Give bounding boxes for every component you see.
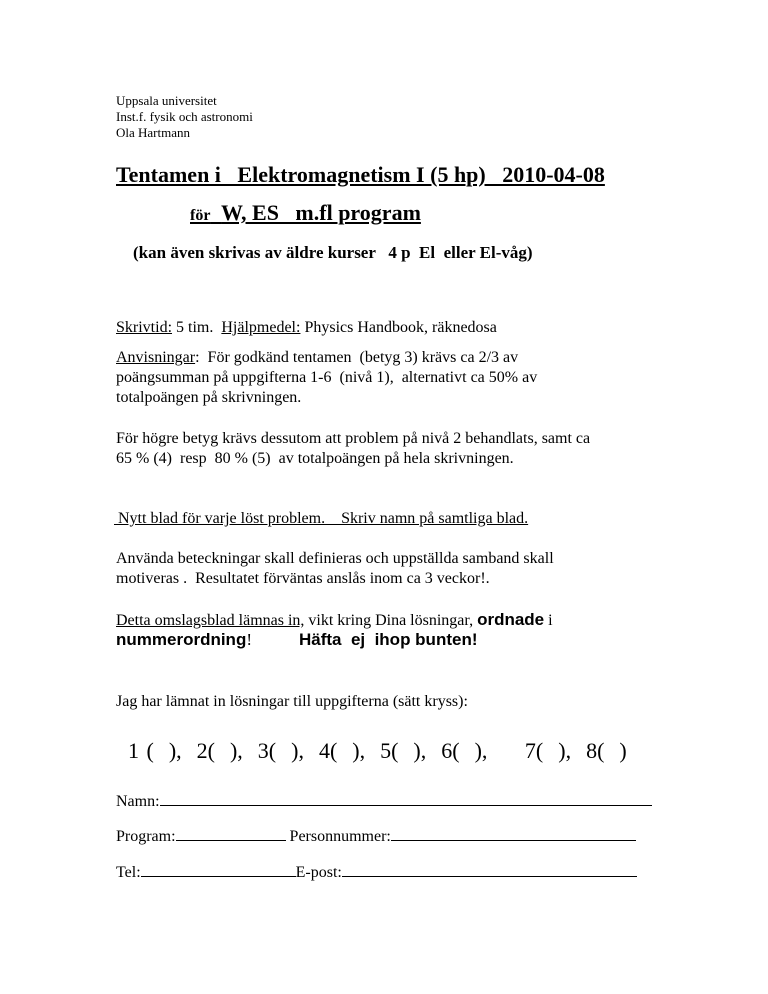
- name-field-row: [116, 790, 652, 812]
- higher-grade-line-1: För högre betyg krävs dessutom att problem på nivå 2 behandlats, samt ca: [116, 430, 591, 447]
- nummerordning-excl: !: [246, 630, 253, 649]
- writing-time-label: Skrivtid:: [116, 319, 173, 336]
- contact-field-row: [116, 861, 637, 883]
- for-label: för: [190, 207, 211, 224]
- personnummer-label: Personnummer:: [289, 828, 391, 845]
- program-field-row: [116, 825, 636, 847]
- cover-sheet-line-2: [116, 630, 478, 650]
- older-courses-note: (kan även skrivas av äldre kurser 4 p El eller El-våg): [133, 243, 533, 262]
- personnummer-input-line[interactable]: [391, 825, 636, 841]
- notation-line-2: motiveras . Resultatet förväntas anslås inom ca 3 veckor!.: [116, 570, 490, 587]
- email-label: E-post:: [295, 864, 342, 881]
- problem-checkboxes[interactable]: 1 ( ), 2( ), 3( ), 4( ), 5( ), 6( ), 7( ), 8( ): [128, 738, 627, 763]
- cover-sheet-rest: vikt kring Dina lösningar,: [304, 612, 478, 629]
- new-sheet-instruction: Nytt blad för varje löst problem. Skriv namn på samtliga blad.: [114, 510, 529, 527]
- writing-time-line: [116, 318, 497, 338]
- instructions-text-1: : För godkänd tentamen (betyg 3) krävs ca 2/3 av: [195, 349, 519, 366]
- aids-label: Hjälpmedel:: [221, 319, 301, 336]
- name-input-line[interactable]: [160, 790, 652, 806]
- program-label: Program:: [116, 828, 176, 845]
- hafta-warning: Häfta ej ihop bunten!: [299, 630, 478, 649]
- name-label: Namn:: [116, 793, 160, 810]
- instructions-line-1: [116, 348, 518, 368]
- notation-line-1: Använda beteckningar skall definieras och uppställda samband skall: [116, 550, 554, 567]
- cover-sheet-line-1: [116, 610, 553, 631]
- university-name: Uppsala universitet: [116, 93, 217, 108]
- cover-sheet-underlined: Detta omslagsblad lämnas in,: [116, 612, 305, 629]
- submitted-prompt: Jag har lämnat in lösningar till uppgifterna (sätt kryss):: [116, 693, 468, 710]
- tel-input-line[interactable]: [141, 861, 296, 877]
- higher-grade-line-2: 65 % (4) resp 80 % (5) av totalpoängen på hela skrivningen.: [116, 450, 514, 467]
- nummerordning-word: nummerordning: [116, 630, 247, 649]
- writing-time-value: 5 tim.: [172, 319, 222, 336]
- department-name: Inst.f. fysik och astronomi: [116, 109, 253, 124]
- exam-subtitle: [190, 200, 421, 226]
- email-input-line[interactable]: [342, 861, 637, 877]
- instructions-line-2: poängsumman på uppgifterna 1-6 (nivå 1), alternativt ca 50% av: [116, 369, 538, 386]
- ordnade-word: ordnade: [477, 610, 545, 629]
- programs: W, ES m.fl program: [221, 200, 421, 225]
- program-input-line[interactable]: [176, 825, 286, 841]
- tel-label: Tel:: [116, 864, 141, 881]
- aids-value: Physics Handbook, räknedosa: [300, 319, 497, 336]
- instructions-line-3: totalpoängen på skrivningen.: [116, 389, 302, 406]
- author-name: Ola Hartmann: [116, 125, 191, 140]
- cover-sheet-i: i: [544, 612, 553, 629]
- instructions-label: Anvisningar: [116, 349, 196, 366]
- exam-title: Tentamen i Elektromagnetism I (5 hp) 2010-04-08: [116, 162, 605, 187]
